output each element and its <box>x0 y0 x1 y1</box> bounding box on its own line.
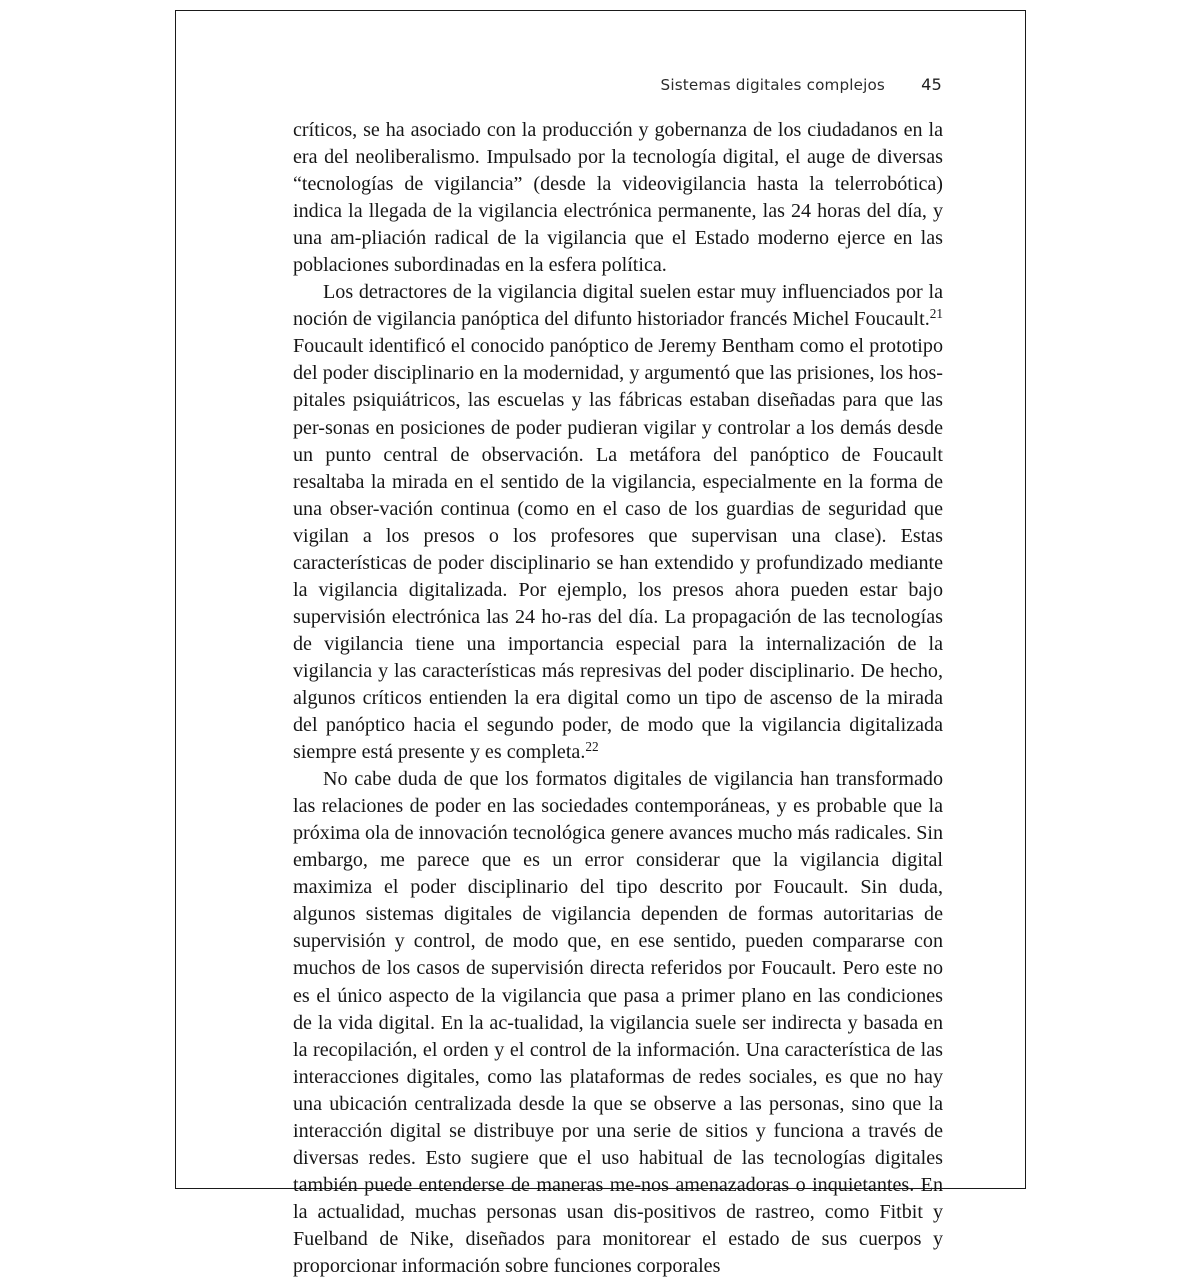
running-head-title: Sistemas digitales complejos <box>660 76 885 94</box>
page-content-area <box>176 11 1025 1277</box>
page-sheet <box>175 10 1026 1277</box>
paragraph-3: No cabe duda de que los formatos digitales de vigilancia han transformado las relaciones de poder en las sociedades contemporáneas, y es probable que la próxima ola de innovación tecnológica genere avances mucho más radicales. Sin embargo, me parece que es un error considerar que la vigilancia digital maximiza el poder disciplinario del tipo descrito por Foucault. Sin duda, algunos sistemas digitales de vigilancia dependen de formas autoritarias de supervisión y control, de modo que, en ese sentido, pueden compararse con muchos de los casos de supervisión directa referidos por Foucault. Pero este no es el único aspecto de la vigilancia que pasa a primer plano en las condiciones de la vida digital. En la ac-​tualidad, la vigilancia suele ser indirecta y basada en la recopilación, el orden y el control de la información. Una característica de las interacciones digitales, como las plataformas de redes sociales, es que no hay una ubicación centralizada desde la que se observe a las personas, sino que la interacción digital se distribuye por una serie de sitios y funciona a través de diversas redes. Esto sugiere que el uso habitual de las tecnologías digitales también puede entenderse de maneras me-​nos amenazadoras o inquietantes. En la actualidad, muchas personas usan dis-​positivos de rastreo, como Fitbit y Fuelband de Nike, diseñados para monitorear el estado de sus cuerpos y proporcionar información sobre funciones corporales <box>293 768 944 1277</box>
page-number: 45 <box>921 75 942 94</box>
running-head <box>293 75 942 94</box>
paragraph-1: críticos, se ha asociado con la producción y gobernanza de los ciudadanos en la era del neoliberalismo. Impulsado por la tecnología digital, el auge de diversas “tecnologías de vigilancia” (desde la videovigilancia hasta la telerrobótica) indica la llegada de la vigilancia electrónica permanente, las 24 horas del día, y una am-​pliación radical de la vigilancia que el Estado moderno ejerce en las poblaciones subordinadas en la esfera política. <box>293 119 943 277</box>
paragraph-2: Los detractores de la vigilancia digital suelen estar muy influenciados por la noción de vigilancia panóptica del difunto historiador francés Michel Foucault.$^{21}$ Foucault identificó el conocido panóptico de Jeremy Bentham como el prototipo del poder disciplinario en la modernidad, y argumentó que las prisiones, los hos-​pitales psiquiátricos, las escuelas y las fábricas estaban diseñadas para que las per-​sonas en posiciones de poder pudieran vigilar y controlar a los demás desde un punto central de observación. La metáfora del panóptico de Foucault resaltaba la mirada en el sentido de la vigilancia, especialmente en la forma de una obser-​vación continua (como en el caso de los guardias de seguridad que vigilan a los presos o los profesores que supervisan una clase). Estas características de poder disciplinario se han extendido y profundizado mediante la vigilancia digitalizada. Por ejemplo, los presos ahora pueden estar bajo supervisión electrónica las 24 ho-​ras del día. La propagación de las tecnologías de vigilancia tiene una importancia especial para la internalización de la vigilancia y las características más represivas del poder disciplinario. De hecho, algunos críticos entienden la era digital como un tipo de ascenso de la mirada del panóptico hacia el segundo poder, de modo que la vigilancia digitalizada siempre está presente y es completa.$^{22}$ <box>293 281 943 764</box>
body-text-block <box>293 117 943 1280</box>
